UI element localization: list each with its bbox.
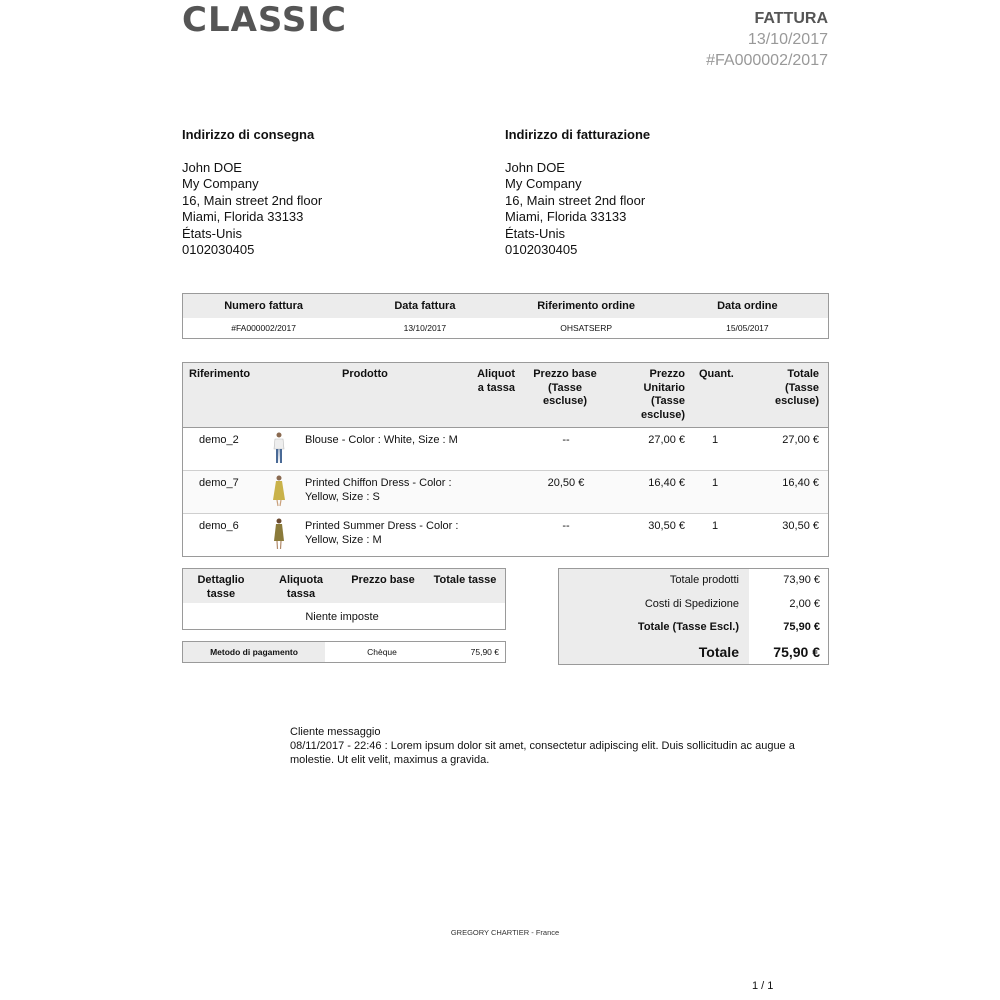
totals-value: 75,90 € (783, 621, 820, 633)
product-name (305, 434, 458, 448)
totals-label: Totale prodotti (559, 569, 749, 593)
info-header-row (183, 294, 828, 318)
col-unit-price-line: (Tasse (650, 395, 685, 407)
col-base-price-line: escluse) (542, 395, 588, 407)
info-value-row (183, 318, 828, 338)
col-tax-detail-line: Dettaglio (197, 574, 245, 586)
product-name-line: Printed Summer Dress - Color : (305, 520, 459, 532)
col-total-line: escluse) (774, 395, 819, 407)
col-base-price-line: (Tasse (547, 381, 583, 394)
col-total-line: (Tasse (784, 381, 819, 394)
col-product: Prodotto (342, 368, 388, 380)
product-base-price: -- (562, 520, 570, 532)
product-table (182, 362, 829, 557)
product-qty: 1 (712, 434, 719, 446)
address-line: 16, Main street 2nd floor (182, 192, 323, 208)
grand-total-value: 75,90 € (773, 643, 820, 660)
product-name-line: Yellow, Size : M (305, 533, 382, 546)
product-base-price: -- (562, 434, 570, 446)
payment-row (182, 641, 506, 663)
info-value-cell: OHSATSERP (560, 323, 613, 333)
address-line: John DOE (505, 159, 565, 175)
totals-row (559, 593, 828, 617)
address-line: My Company (182, 176, 259, 191)
payment-method: Chèque (367, 647, 397, 657)
product-ref: demo_6 (199, 520, 239, 532)
address-line: My Company (505, 176, 582, 191)
product-thumbnail-icon (271, 431, 287, 465)
col-tax-rate-line: a tassa (477, 381, 515, 394)
address-line: 16, Main street 2nd floor (505, 192, 646, 208)
product-row (183, 428, 828, 471)
col-ref: Riferimento (189, 368, 251, 380)
col-base-price-line: Prezzo base (533, 368, 597, 380)
col-qty: Quant. (699, 368, 734, 380)
delivery-address (182, 127, 322, 259)
product-total: 27,00 € (782, 434, 819, 446)
info-header-cell: Riferimento ordine (537, 300, 636, 312)
address-line: John DOE (182, 159, 242, 175)
invoice-header (706, 8, 828, 71)
customer-message-line: 08/11/2017 - 22:46 : Lorem ipsum dolor sit amet, consectetur adipiscing elit. Duis sollicitudin ac augue a (290, 740, 795, 752)
col-unit-price-line: Unitario (643, 381, 685, 394)
invoice-title: FATTURA (754, 10, 828, 27)
address-line: Miami, Florida 33133 (505, 209, 627, 224)
invoice-date: 13/10/2017 (747, 31, 828, 48)
product-name-line: Blouse - Color : White, Size : M (305, 434, 458, 446)
product-total: 16,40 € (782, 477, 819, 489)
info-header-cell: Data ordine (717, 300, 778, 312)
product-unit-price: 27,00 € (648, 434, 685, 446)
product-qty: 1 (712, 477, 719, 489)
product-thumbnail-icon (271, 474, 287, 508)
address-line: 0102030405 (182, 242, 255, 257)
product-name-line: Printed Chiffon Dress - Color : (305, 477, 452, 489)
product-name (305, 477, 452, 504)
address-line: 0102030405 (505, 242, 578, 257)
col-tax-base: Prezzo base (351, 574, 415, 586)
product-total: 30,50 € (782, 520, 819, 532)
info-value-cell: #FA000002/2017 (231, 323, 296, 333)
customer-message-title: Cliente messaggio (290, 726, 381, 738)
totals-value: 73,90 € (783, 574, 820, 586)
info-header-cell: Data fattura (394, 300, 456, 312)
address-line: Miami, Florida 33133 (182, 209, 304, 224)
product-name (305, 520, 458, 547)
col-tax-rate-line: Aliquota (279, 574, 323, 586)
col-total (763, 368, 819, 409)
delivery-address-heading: Indirizzo di consegna (182, 127, 315, 142)
totals-table (558, 568, 829, 665)
payment-amount: 75,90 € (470, 647, 499, 657)
col-total-line: Totale (787, 368, 819, 380)
address-line: États-Unis (505, 225, 565, 241)
invoice-number: #FA000002/2017 (706, 52, 828, 69)
col-tax-detail-line: tasse (206, 587, 236, 600)
col-tax-rate (463, 368, 515, 395)
info-value-cell: 13/10/2017 (403, 323, 447, 333)
col-unit-price-line: escluse) (640, 408, 685, 421)
col-tax-total: Totale tasse (433, 574, 497, 586)
customer-message-line: molestie. Ut elit velit, maximus a gravida. (290, 754, 490, 766)
product-ref: demo_2 (199, 434, 239, 446)
address-line: États-Unis (182, 225, 242, 241)
totals-value: 2,00 € (789, 597, 820, 610)
product-row (183, 514, 828, 556)
payment-label: Metodo di pagamento (183, 642, 325, 662)
info-header-cell: Numero fattura (224, 300, 304, 312)
col-tax-rate-line: tassa (286, 587, 316, 600)
col-unit-price (623, 368, 685, 422)
product-unit-price: 30,50 € (648, 520, 685, 532)
tax-table-header (183, 569, 505, 603)
product-table-header (183, 363, 828, 428)
totals-row (559, 616, 828, 640)
product-unit-price: 16,40 € (648, 477, 685, 489)
totals-label: Costi di Spedizione (559, 593, 749, 617)
invoice-address (505, 127, 650, 259)
product-ref: demo_7 (199, 477, 239, 489)
info-value-cell: 15/05/2017 (726, 323, 769, 333)
product-thumbnail-icon (271, 517, 287, 551)
col-tax-rate (271, 574, 331, 601)
product-name-line: Yellow, Size : S (305, 490, 380, 503)
product-base-price: 20,50 € (547, 477, 585, 489)
product-row (183, 471, 828, 514)
col-base-price (523, 368, 607, 409)
grand-total-row (559, 640, 828, 664)
customer-message (290, 725, 810, 767)
totals-row (559, 569, 828, 593)
col-unit-price-line: Prezzo (649, 368, 685, 380)
shop-logo: CLASSIC (182, 0, 347, 40)
col-tax-detail (191, 574, 251, 601)
invoice-info-table (182, 293, 829, 339)
page-number: 1 / 1 (752, 980, 774, 992)
grand-total-label: Totale (559, 640, 749, 664)
product-qty: 1 (712, 520, 719, 532)
col-tax-rate-line: Aliquot (477, 368, 515, 380)
footer-text: GREGORY CHARTIER - France (450, 928, 560, 937)
no-taxes-text: Niente imposte (305, 611, 379, 623)
tax-table (182, 568, 506, 630)
totals-label: Totale (Tasse Escl.) (559, 616, 749, 640)
invoice-address-heading: Indirizzo di fatturazione (505, 127, 651, 142)
